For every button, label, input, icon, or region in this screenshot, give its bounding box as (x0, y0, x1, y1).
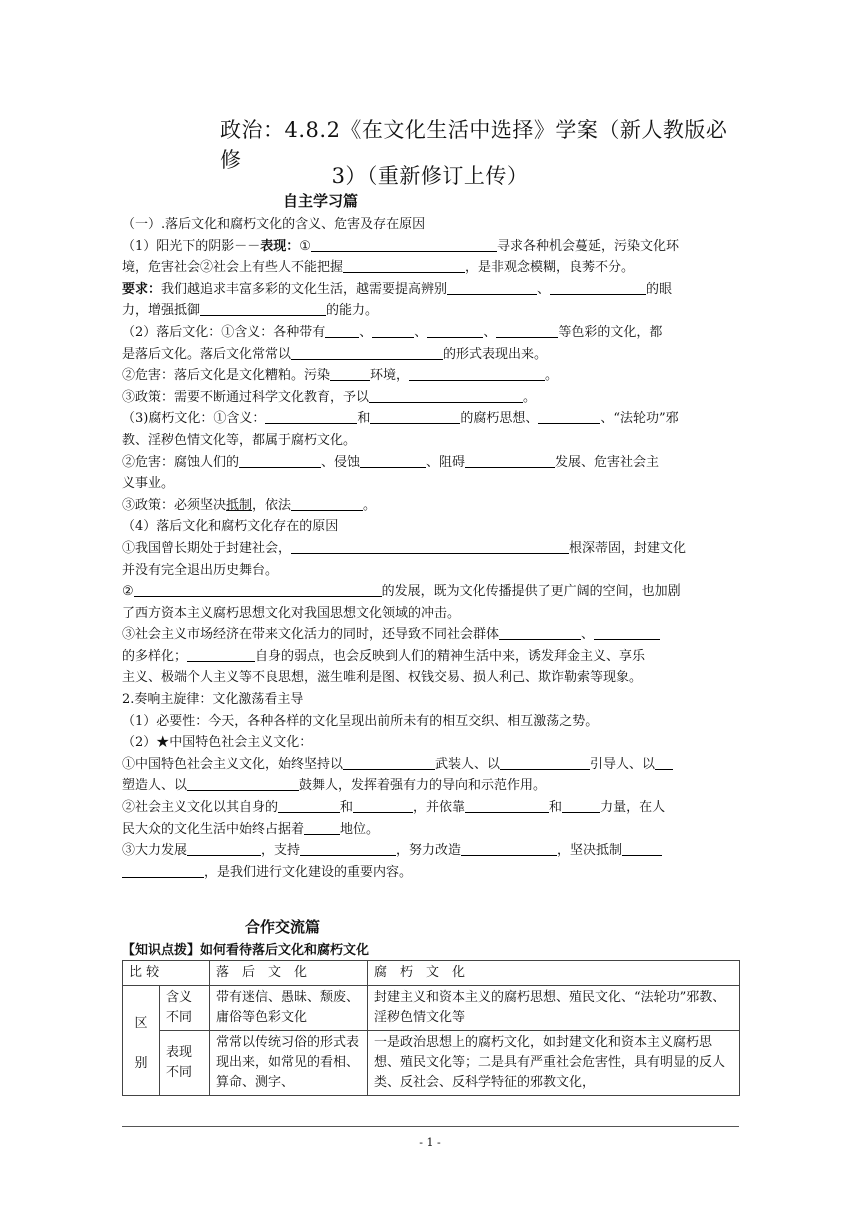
text-line (122, 236, 738, 258)
fill-blank[interactable] (562, 798, 600, 813)
fill-blank[interactable] (369, 388, 523, 403)
text-span: ②危害：腐蚀人们的 (122, 454, 240, 470)
fill-blank[interactable] (500, 755, 590, 770)
text-span: 地位。 (340, 821, 380, 837)
text-span: ② (122, 584, 134, 600)
text-span: （2）落后文化：①含义：各种带有 (122, 324, 326, 340)
text-span: ，是我们进行文化建设的重要内容。 (204, 864, 413, 880)
text-line: （4）落后文化和腐朽文化存在的原因 (122, 519, 339, 535)
fill-blank[interactable] (461, 841, 557, 856)
cell-decadent-expression: 一是政治思想上的腐朽文化，如封建文化和资本主义腐朽思想、殖民文化等；二是具有严重社会危害性，具有明显的反人类、反社会、反科学特征的邪教文化， (368, 1031, 740, 1096)
table-row (123, 986, 740, 1031)
fill-blank[interactable] (311, 237, 497, 252)
text-span: 的眼 (646, 281, 673, 297)
cell-backward-meaning: 带有迷信、愚昧、颓废、庸俗等色彩文化 (210, 986, 368, 1031)
text-line (122, 581, 738, 603)
text-line (122, 538, 738, 560)
text-line: 并没有完全退出历史舞台。 (122, 562, 279, 578)
text-span: 的多样化； (122, 648, 188, 664)
text-line (122, 365, 738, 387)
text-span: 等色彩的文化，都 (558, 324, 663, 340)
row-group-label (123, 986, 160, 1096)
fill-blank[interactable] (538, 409, 600, 424)
text-line (122, 452, 738, 474)
text-line: （2）★中国特色社会主义文化： (122, 735, 313, 751)
text-span: 自身的弱点，也会反映到人们的精神生活中来，诱发拜金主义、享乐 (255, 648, 646, 664)
fill-blank[interactable] (594, 625, 660, 640)
table-row (123, 1031, 740, 1096)
fill-blank[interactable] (134, 582, 382, 597)
text-span: 抵制 (226, 497, 253, 513)
fill-blank[interactable] (291, 539, 569, 554)
text-line (122, 300, 738, 322)
text-span: 环境， (370, 368, 410, 384)
section-heading-self-study: 自主学习篇 (283, 192, 359, 210)
fill-blank[interactable] (343, 755, 435, 770)
text-span: ，依法 (252, 497, 292, 513)
fill-blank[interactable] (291, 496, 363, 511)
text-line: （一）.落后文化和腐朽文化的含义、危害及存在原因 (122, 217, 426, 232)
text-span: 、“法轮功”邪 (600, 411, 679, 427)
fill-blank[interactable] (187, 841, 261, 856)
text-span: 要求： (122, 281, 162, 297)
fill-blank[interactable] (465, 798, 549, 813)
text-span: 塑造人、以 (122, 778, 188, 794)
text-span: ，是非观念模糊，良莠不分。 (465, 260, 635, 276)
text-span: 境，危害社会②社会上有些人不能把握 (122, 260, 344, 276)
text-span: 和 (357, 411, 371, 427)
text-line (122, 495, 738, 517)
page-number: - 1 - (419, 1136, 441, 1149)
text-span: 和 (340, 800, 354, 816)
table-header-row (123, 961, 740, 986)
fill-blank[interactable] (427, 323, 483, 338)
text-span: 是落后文化。落后文化常常以 (122, 346, 292, 362)
header-backward-culture: 落 后 文 化 (210, 961, 368, 986)
fill-blank[interactable] (325, 323, 359, 338)
text-span: ①我国曾长期处于封建社会， (122, 540, 292, 556)
text-span: 鼓舞人，发挥着强有力的导向和示范作用。 (299, 778, 547, 794)
fill-blank[interactable] (622, 841, 662, 856)
text-span: 和 (549, 800, 563, 816)
text-span: 的腐朽思想、 (460, 411, 539, 427)
fill-blank[interactable] (409, 366, 545, 381)
text-span: 力，增强抵御 (122, 303, 201, 319)
text-line (122, 646, 738, 668)
fill-blank[interactable] (550, 280, 646, 295)
text-span: 武装人、以 (435, 756, 501, 772)
text-line: 2.奏响主旋律：文化激荡看主导 (122, 692, 304, 708)
text-span: 。 (545, 368, 559, 384)
self-study-body (122, 214, 738, 883)
text-span: （1）阳光下的阴影－－ (122, 238, 261, 254)
fill-blank[interactable] (304, 820, 340, 835)
text-span: 、 (581, 627, 595, 643)
page-title-line2: 3）（重新修订上传） (331, 164, 529, 188)
footer-divider (122, 1126, 739, 1127)
row-group-label-top: 区 (134, 1015, 148, 1031)
text-line (122, 279, 738, 301)
text-span: 寻求各种机会蔓延，污染文化环 (496, 238, 679, 254)
text-span: ，努力改造 (396, 843, 462, 859)
text-line (122, 819, 738, 841)
fill-blank[interactable] (499, 625, 581, 640)
text-line (122, 408, 738, 430)
text-span: 、 (537, 281, 551, 297)
fill-blank[interactable] (370, 409, 460, 424)
text-span: ③政策：必须坚决 (122, 497, 227, 513)
fill-blank[interactable] (200, 301, 326, 316)
text-span: ①中国特色社会主义文化，始终坚持以 (122, 756, 344, 772)
fill-blank[interactable] (465, 453, 555, 468)
text-span: 的能力。 (326, 303, 379, 319)
text-span: ②危害：落后文化是文化糟粕。污染 (122, 368, 331, 384)
fill-blank[interactable] (300, 841, 396, 856)
text-span: 、 (359, 324, 373, 340)
knowledge-tip-label: 【知识点拨】如何看待落后文化和腐朽文化 (122, 943, 370, 958)
cell-backward-expression: 常常以传统习俗的形式表现出来，如常见的看相、算命、测字、 (210, 1031, 368, 1096)
text-span: 力量，在人 (600, 800, 666, 816)
text-span: 、 (414, 324, 428, 340)
text-line (122, 344, 738, 366)
text-span: 表现： (260, 238, 300, 254)
text-line (122, 775, 738, 797)
text-line (122, 387, 738, 409)
fill-blank[interactable] (496, 323, 558, 338)
text-line (122, 840, 738, 862)
text-span: ，支持 (261, 843, 301, 859)
text-line: 了西方资本主义腐朽思想文化对我国思想文化领域的冲击。 (122, 605, 461, 621)
text-span: 的形式表现出来。 (443, 346, 548, 362)
text-span: 根深蒂固，封建文化 (569, 540, 687, 556)
text-line: 教、淫秽色情文化等，都属于腐朽文化。 (122, 432, 357, 448)
text-span: 、 (483, 324, 497, 340)
text-span: 我们越追求丰富多彩的文化生活，越需要提高辨别 (161, 281, 448, 297)
comparison-table (122, 960, 740, 1096)
text-span: 、阻碍 (426, 454, 466, 470)
page-title-line1: 政治：4.8.2《在文化生活中选择》学案（新人教版必修 (220, 118, 728, 172)
fill-blank[interactable] (372, 323, 414, 338)
text-line (122, 862, 738, 884)
text-line: （1）必要性：今天，各种各样的文化呈现出前所未有的相互交织、相互激荡之势。 (122, 713, 599, 729)
text-span: ① (299, 238, 311, 254)
text-line (122, 797, 738, 819)
text-span: ③社会主义市场经济在带来文化活力的同时，还导致不同社会群体 (122, 627, 500, 643)
text-span: ②社会主义文化以其自身的 (122, 800, 279, 816)
text-span: 、侵蚀 (321, 454, 361, 470)
fill-blank[interactable] (187, 647, 255, 662)
row-label-expression: 表现不同 (160, 1031, 210, 1096)
text-span: ，并依靠 (413, 800, 466, 816)
fill-blank[interactable] (655, 755, 673, 770)
header-compare: 比 较 (123, 961, 210, 986)
text-span: 发展、危害社会主 (555, 454, 660, 470)
fill-blank[interactable] (447, 280, 537, 295)
cell-decadent-meaning: 封建主义和资本主义的腐朽思想、殖民文化、“法轮功”邪教、淫秽色情文化等 (368, 986, 740, 1031)
text-span: 引导人、以 (590, 756, 656, 772)
text-span: 。 (523, 389, 537, 405)
fill-blank[interactable] (330, 366, 370, 381)
fill-blank[interactable] (291, 345, 443, 360)
text-line (122, 257, 738, 279)
text-span: （3)腐朽文化：①含义： (122, 411, 266, 427)
fill-blank[interactable] (343, 258, 465, 273)
header-decadent-culture: 腐 朽 文 化 (368, 961, 740, 986)
text-span: 的发展，既为文化传播提供了更广阔的空间，也加剧 (381, 584, 681, 600)
fill-blank[interactable] (353, 798, 413, 813)
fill-blank[interactable] (278, 798, 340, 813)
text-span: 。 (363, 497, 377, 513)
text-span: ③大力发展 (122, 843, 188, 859)
text-span: 民大众的文化生活中始终占据着 (122, 821, 305, 837)
fill-blank[interactable] (239, 453, 321, 468)
text-line (122, 624, 738, 646)
section-heading-cooperation: 合作交流篇 (245, 918, 321, 936)
fill-blank[interactable] (360, 453, 426, 468)
fill-blank[interactable] (187, 776, 299, 791)
text-span: ，坚决抵制 (557, 843, 623, 859)
row-group-label-bottom: 别 (134, 1055, 148, 1071)
fill-blank[interactable] (265, 409, 357, 424)
fill-blank[interactable] (122, 863, 204, 878)
text-line (122, 754, 738, 776)
row-label-meaning: 含义不同 (160, 986, 210, 1031)
text-line (122, 322, 738, 344)
text-line: 主义、极端个人主义等不良思想，滋生唯利是图、权钱交易、损人利己、欺诈勒索等现象。 (122, 670, 643, 686)
text-line: 义事业。 (122, 476, 175, 492)
text-span: ③政策：需要不断通过科学文化教育，予以 (122, 389, 370, 405)
